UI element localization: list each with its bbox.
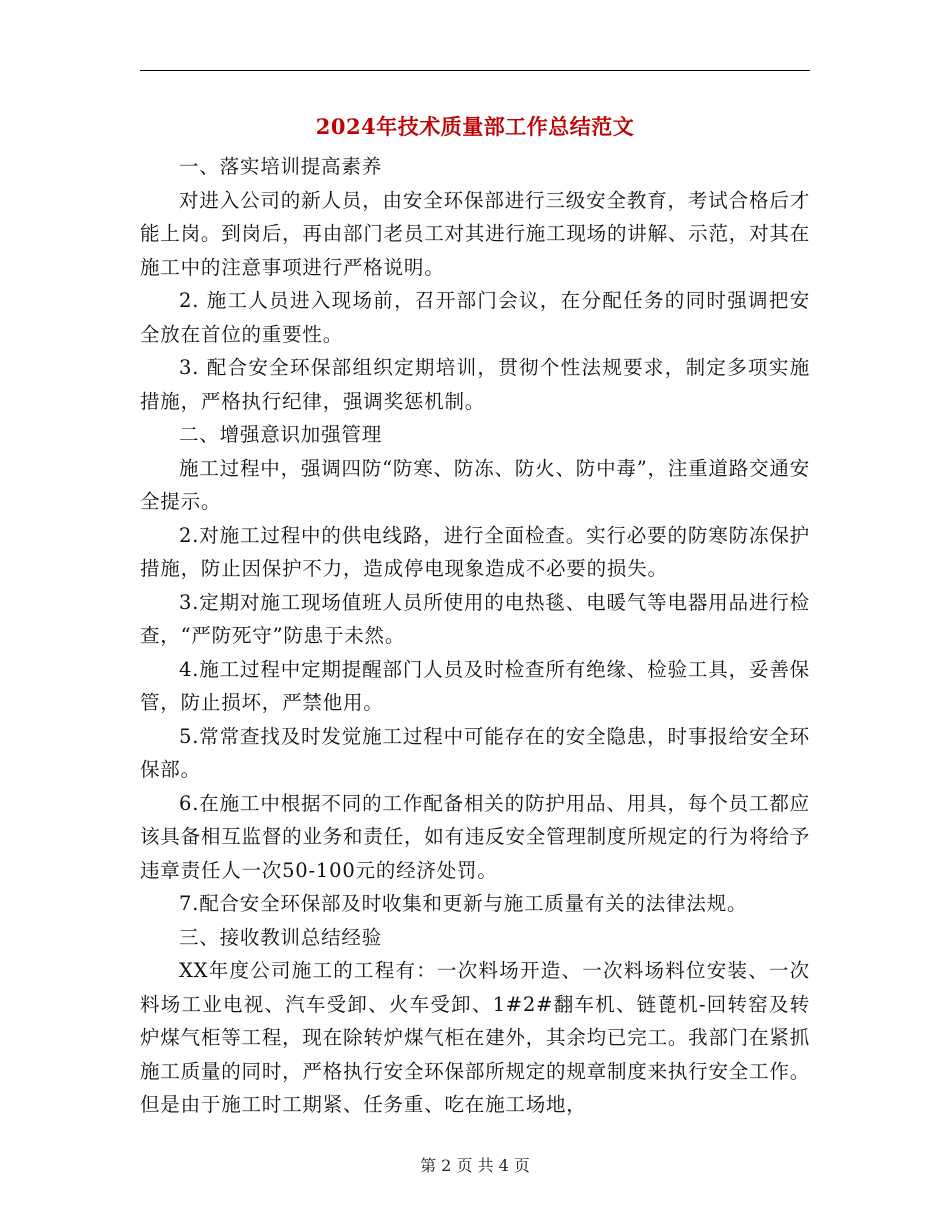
paragraph: 施工过程中，强调四防“防寒、防冻、防火、防中毒”，注重道路交通安全提示。	[140, 456, 810, 513]
header-rule	[140, 70, 810, 71]
paragraph: 5.常常查找及时发觉施工过程中可能存在的安全隐患，时事报给安全环保部。	[140, 724, 810, 781]
section-heading-1: 一、落实培训提高素养	[179, 155, 383, 178]
paragraph: XX年度公司施工的工程有：一次料场开造、一次料场料位安装、一次料场工业电视、汽车受卸、火车受卸、1#2#翻车机、链蓖机-回转窑及转炉煤气柜等工程，现在除转炉煤气柜在建外，其余均已完工。我部门在紧抓施工质量的同时，严格执行安全环保部所规定的规章制度来执行安全工作。但是由于施工时工期紧、任务重、吃在施工场地，	[140, 959, 810, 1116]
document-title: 2024年技术质量部工作总结范文	[315, 114, 635, 139]
paragraph: 4.施工过程中定期提醒部门人员及时检查所有绝缘、检验工具，妥善保管，防止损坏，严禁他用。	[140, 657, 810, 714]
document-body	[140, 150, 810, 1122]
paragraph: 6.在施工中根据不同的工作配备相关的防护用品、用具，每个员工都应该具备相互监督的业务和责任，如有违反安全管理制度所规定的行为将给予违章责任人一次50-100元的经济处罚。	[140, 791, 810, 882]
page-number: 第 2 页 共 4 页	[420, 1156, 530, 1175]
paragraph: 2.对施工过程中的供电线路，进行全面检查。实行必要的防寒防冻保护措施，防止因保护不力，造成停电现象造成不必要的损失。	[140, 523, 810, 580]
paragraph: 对进入公司的新人员，由安全环保部进行三级安全教育，考试合格后才能上岗。到岗后，再由部门老员工对其进行施工现场的讲解、示范，对其在施工中的注意事项进行严格说明。	[140, 188, 810, 279]
section-heading-3: 三、接收教训总结经验	[179, 925, 383, 949]
paragraph: 3.定期对施工现场值班人员所使用的电热毯、电暖气等电器用品进行检查，“严防死守”防患于未然。	[140, 590, 810, 647]
paragraph: 7.配合安全环保部及时收集和更新与施工质量有关的法律法规。	[179, 892, 748, 915]
paragraph: 3. 配合安全环保部组织定期培训，贯彻个性法规要求，制定多项实施措施，严格执行纪律，强调奖惩机制。	[140, 356, 810, 413]
paragraph: 2. 施工人员进入现场前，召开部门会议，在分配任务的同时强调把安全放在首位的重要性。	[140, 289, 810, 346]
section-heading-2: 二、增强意识加强管理	[179, 423, 383, 446]
